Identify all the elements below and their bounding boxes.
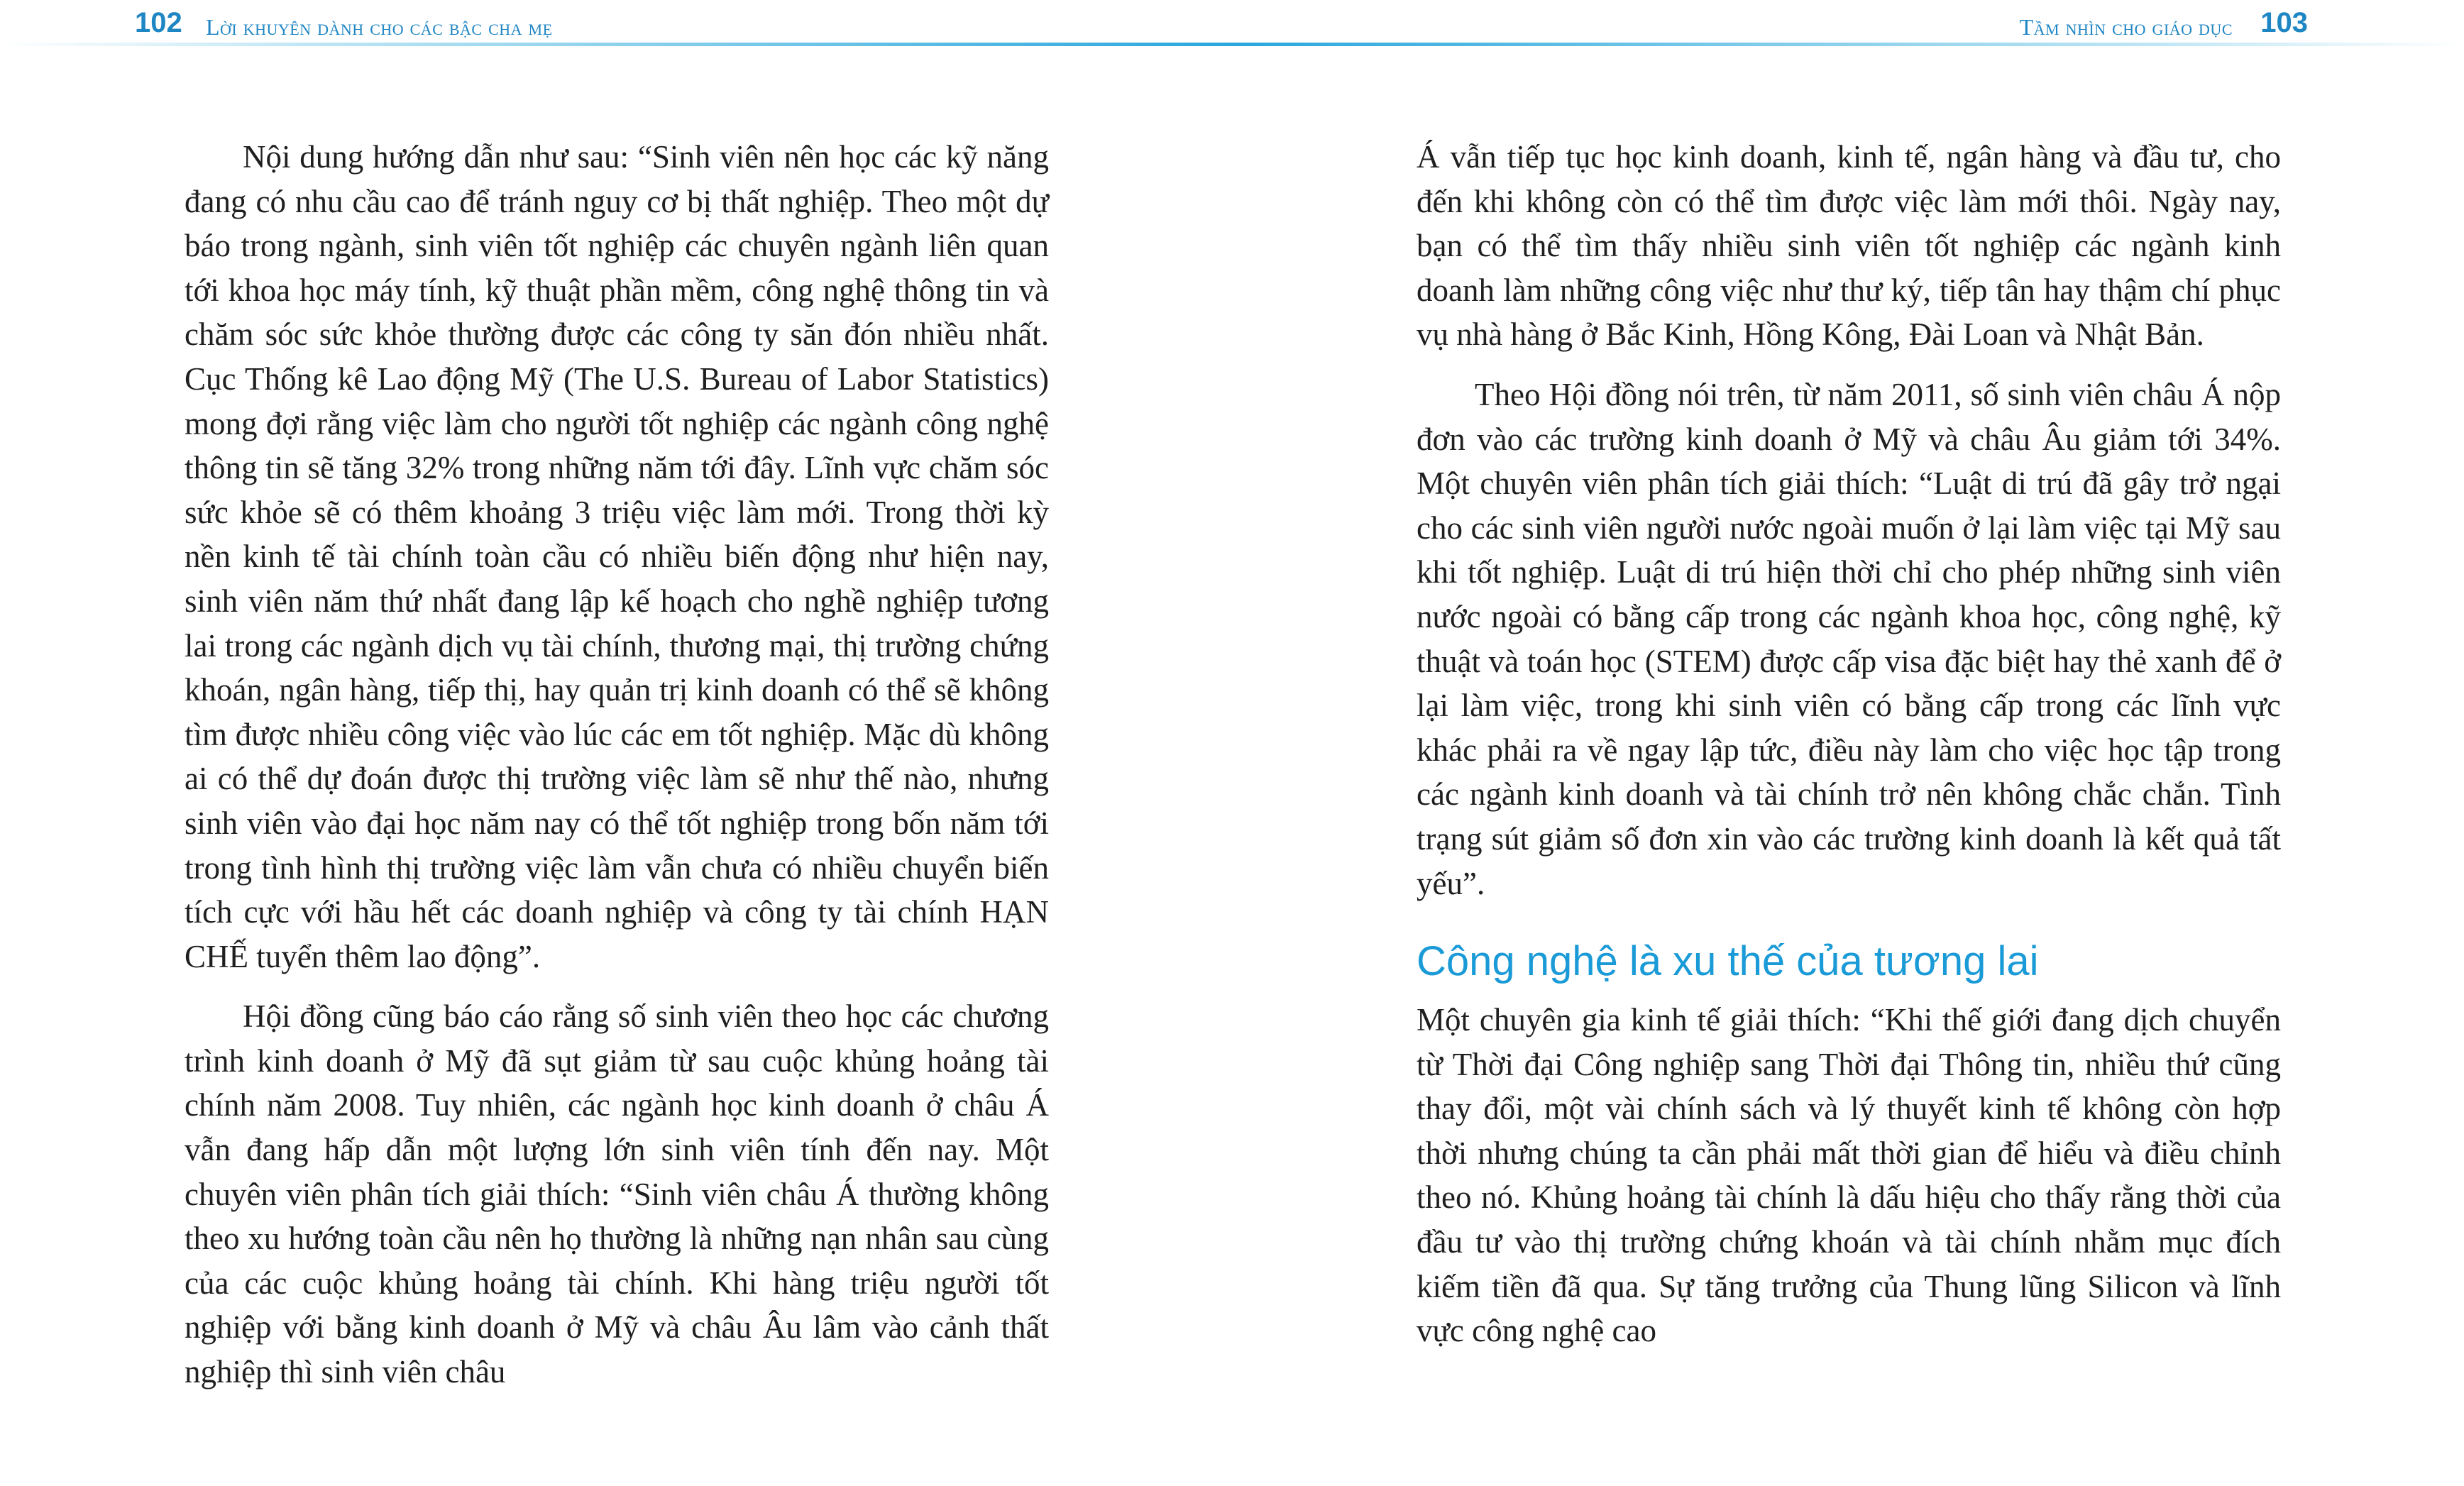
left-running-title: Lời khuyên dành cho các bậc cha mẹ — [206, 14, 553, 40]
right-page-header — [1232, 0, 2464, 45]
right-running-title: Tầm nhìn cho giáo dục — [2019, 14, 2233, 40]
right-page-number: 103 — [2260, 7, 2308, 38]
left-paragraph-1: Nội dung hướng dẫn như sau: “Sinh viên nên học các kỹ năng đang có nhu cầu cao để tránh nguy cơ bị thất nghiệp. Theo một dự báo trong ngành, sinh viên tốt nghiệp các chuyên ngành liên quan tới khoa học máy tính, kỹ thuật phần mềm, công nghệ thông tin và chăm sóc sức khỏe thường được các công ty săn đón nhiều nhất. Cục Thống kê Lao động Mỹ (The U.S. Bureau of Labor Statistics) mong đợi rằng việc làm cho người tốt nghiệp các ngành công nghệ thông tin sẽ tăng 32% trong những năm tới đây. Lĩnh vực chăm sóc sức khỏe sẽ có thêm khoảng 3 triệu việc làm mới. Trong thời kỳ nền kinh tế tài chính toàn cầu có nhiều biến động như hiện nay, sinh viên năm thứ nhất đang lập kế hoạch cho nghề nghiệp tương lai trong các ngành dịch vụ tài chính, thương mại, thị trường chứng khoán, ngân hàng, tiếp thị, hay quản trị kinh doanh có thể sẽ không tìm được nhiều công việc vào lúc các em tốt nghiệp. Mặc dù không ai có thể dự đoán được thị trường việc làm sẽ như thế nào, nhưng sinh viên vào đại học năm nay có thể tốt nghiệp trong bốn năm tới trong tình hình thị trường việc làm vẫn chưa có nhiều chuyển biến tích cực với hầu hết các doanh nghiệp và công ty tài chính HẠN CHẾ tuyển thêm lao động”. — [185, 139, 1049, 974]
section-heading: Công nghệ là xu thế của tương lai — [1417, 938, 2039, 985]
left-page-number: 102 — [135, 7, 182, 38]
left-page-body — [185, 135, 1049, 1410]
right-header-rule — [1232, 43, 2464, 46]
left-paragraph-2: Hội đồng cũng báo cáo rằng số sinh viên theo học các chương trình kinh doanh ở Mỹ đã sụt giảm từ sau cuộc khủng hoảng tài chính năm 2008. Tuy nhiên, các ngành học kinh doanh ở châu Á vẫn đang hấp dẫn một lượng lớn sinh viên tính đến nay. Một chuyên viên phân tích giải thích: “Sinh viên châu Á thường không theo xu hướng toàn cầu nên họ thường là những nạn nhân sau cùng của các cuộc khủng hoảng tài chính. Khi hàng triệu người tốt nghiệp với bằng kinh doanh ở Mỹ và châu Âu lâm vào cảnh thất nghiệp thì sinh viên châu — [185, 998, 1049, 1390]
right-paragraph-2: Theo Hội đồng nói trên, từ năm 2011, số sinh viên châu Á nộp đơn vào các trường kinh doanh ở Mỹ và châu Âu giảm tới 34%. Một chuyên viên phân tích giải thích: “Luật di trú đã gây trở ngại cho các sinh viên người nước ngoài muốn ở lại làm việc tại Mỹ sau khi tốt nghiệp. Luật di trú hiện thời chỉ cho phép những sinh viên nước ngoài có bằng cấp trong các ngành khoa học, công nghệ, kỹ thuật và toán học (STEM) được cấp visa đặc biệt hay thẻ xanh để ở lại làm việc, trong khi sinh viên có bằng cấp trong các lĩnh vực khác phải ra về ngay lập tức, điều này làm cho việc học tập trong các ngành kinh doanh và tài chính trở nên không chắc chắn. Tình trạng sút giảm số đơn xin vào các trường kinh doanh là kết quả tất yếu”. — [1417, 376, 2281, 901]
left-header-rule — [0, 43, 1232, 46]
left-page-header — [0, 0, 1232, 45]
right-page-body — [1417, 135, 2281, 1369]
right-paragraph-3: Một chuyên gia kinh tế giải thích: “Khi thế giới đang dịch chuyển từ Thời đại Công nghiệp sang Thời đại Thông tin, nhiều thứ cũng thay đổi, một vài chính sách và lý thuyết kinh tế không còn hợp thời nhưng chúng ta cần phải mất thời gian để hiểu và điều chỉnh theo nó. Khủng hoảng tài chính là dấu hiệu cho thấy rằng thời của đầu tư vào thị trường chứng khoán và tài chính nhằm mục đích kiếm tiền đã qua. Sự tăng trưởng của Thung lũng Silicon và lĩnh vực công nghệ cao — [1417, 1002, 2281, 1349]
right-paragraph-1: Á vẫn tiếp tục học kinh doanh, kinh tế, ngân hàng và đầu tư, cho đến khi không còn có thể tìm được việc làm mới thôi. Ngày nay, bạn có thể tìm thấy nhiều sinh viên tốt nghiệp các ngành kinh doanh làm những công việc như thư ký, tiếp tân hay thậm chí phục vụ nhà hàng ở Bắc Kinh, Hồng Kông, Đài Loan và Nhật Bản. — [1417, 139, 2281, 353]
